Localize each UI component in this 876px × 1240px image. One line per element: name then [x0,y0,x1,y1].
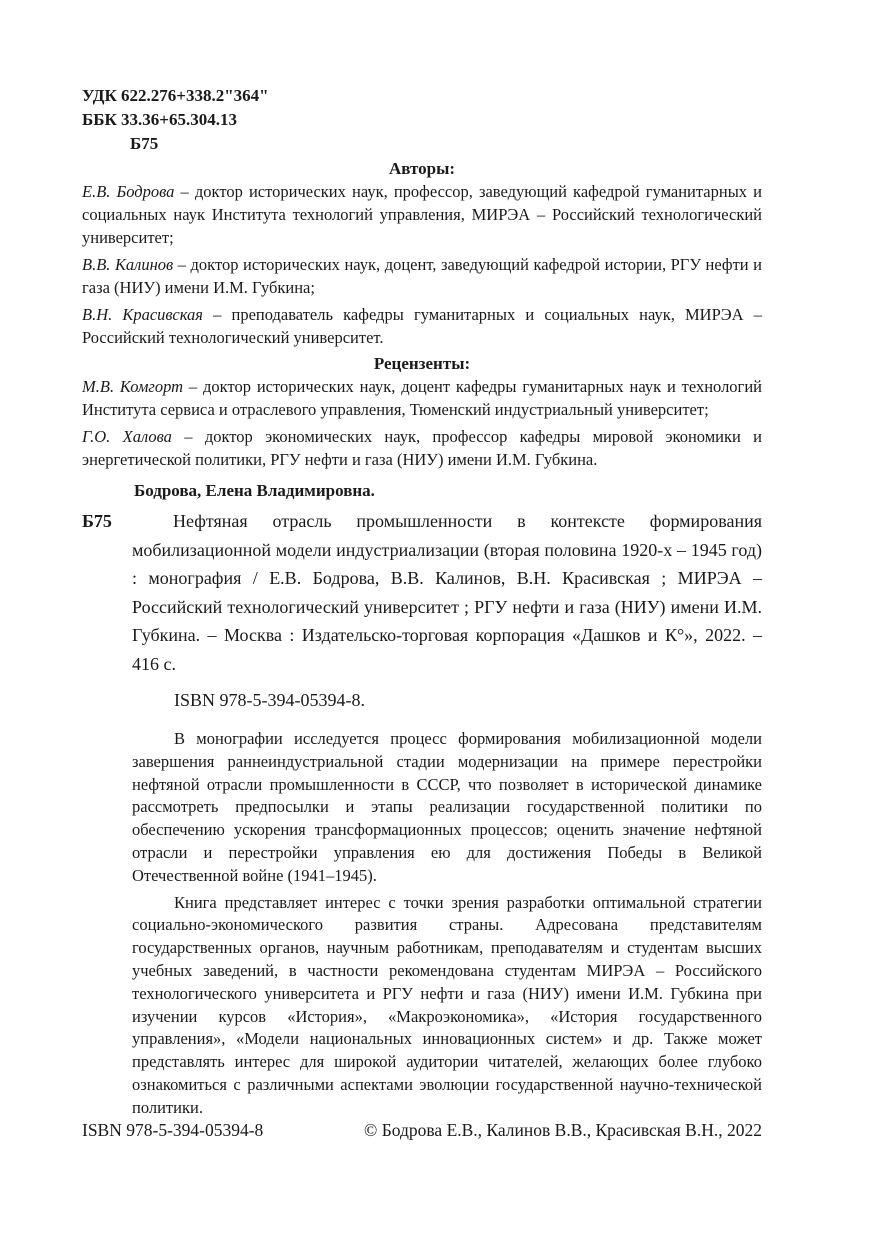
imprint-page [82,84,762,1124]
reviewer-entry [82,425,762,471]
reviewer-name: Г.О. Халова [82,427,172,446]
bbk-code: ББК 33.36+65.304.13 [82,110,237,129]
udk-code: УДК 622.276+338.2"364" [82,86,269,105]
author-name: В.Н. Красивская [82,305,203,324]
author-description: – доктор исторических наук, профессор, заведующий кафедрой гуманитарных и социальных наук Института технологий управления, МИРЭА – Российский технологический университет; [82,182,762,247]
author-entry [82,253,762,299]
reviewer-entry [82,375,762,421]
reviewer-description: – доктор экономических наук, профессор кафедры мировой экономики и энергетической политики, РГУ нефти и газа (НИУ) имени И.М. Губкина. [82,427,763,469]
reviewer-description: – доктор исторических наук, доцент кафедры гуманитарных наук и технологий Института сервиса и отраслевого управления, Тюменский индустриальный университет; [82,377,762,419]
reviewers-heading: Рецензенты: [373,354,471,373]
author-description: – доктор исторических наук, доцент, заведующий кафедрой истории, РГУ нефти и газа (НИУ) имени И.М. Губкина; [82,255,762,297]
authors-list [82,180,762,349]
catalog-code: Б75 [82,511,112,531]
catalog-isbn: ISBN 978-5-394-05394-8. [174,690,365,710]
author-entry [82,180,762,249]
reviewer-name: М.В. Комгорт [82,377,184,396]
copyright-notice: © Бодрова Е.В., Калинов В.В., Красивская В.Н., 2022 [364,1120,762,1140]
author-name: Е.В. Бодрова [82,182,175,201]
bibliographic-record [82,507,762,678]
annotation [82,728,762,1120]
annotation-paragraph: В монографии исследуется процесс формирования мобилизационной модели завершения раннеиндустриальной стадии модернизации на примере перестройки нефтяной отрасли промышленности в СССР, что позволяет в исторической динамике рассмотреть предпосылки и этапы реализации государственной политики по обеспечению ускорения трансформационных процессов; оценить значение нефтяной отрасли и перестройки управления ею для достижения Победы в Великой Отечественной войне (1941–1945). [132,729,762,885]
imprint-footer [82,1117,762,1143]
reviewers-list [82,375,762,471]
author-name: В.В. Калинов [82,255,174,274]
author-description: – преподаватель кафедры гуманитарных и социальных наук, МИРЭА – Российский технологический университет. [82,305,762,347]
bibliographic-description: Нефтяная отрасль промышленности в контексте формирования мобилизационной модели индустриализации (вторая половина 1920-х – 1945 год) : монография / Е.В. Бодрова, В.В. Калинов, В.Н. Красивская ; МИРЭА – Российский технологический университет ; РГУ нефти и газа (НИУ) имени И.М. Губкина. – Москва : Издательско-торговая корпорация «Дашков и К°», 2022. – 416 с. [132,511,762,674]
author-entry [82,303,762,349]
classification-codes [82,84,762,156]
annotation-paragraph: Книга представляет интерес с точки зрения разработки оптимальной стратегии социально-экономического развития страны. Адресована представителям государственных органов, научным работникам, преподавателям и студентам высших учебных заведений, в частности рекомендована студентам МИРЭА – Российского технологического университета и РГУ нефти и газа (НИУ) имени И.М. Губкина при изучении курсов «История», «Макроэкономика», «История государственного управления», «Модели национальных инновационных систем» и др. Также может представлять интерес для широкой аудитории читателей, желающих более глубоко ознакомиться с различными аспектами эволюции государственной научно-технической политики. [132,892,762,1117]
footer-isbn: ISBN 978-5-394-05394-8 [82,1120,264,1140]
authors-heading: Авторы: [388,159,456,178]
catalog-author-line: Бодрова, Елена Владимировна. [134,481,375,500]
author-mark: Б75 [130,134,159,153]
